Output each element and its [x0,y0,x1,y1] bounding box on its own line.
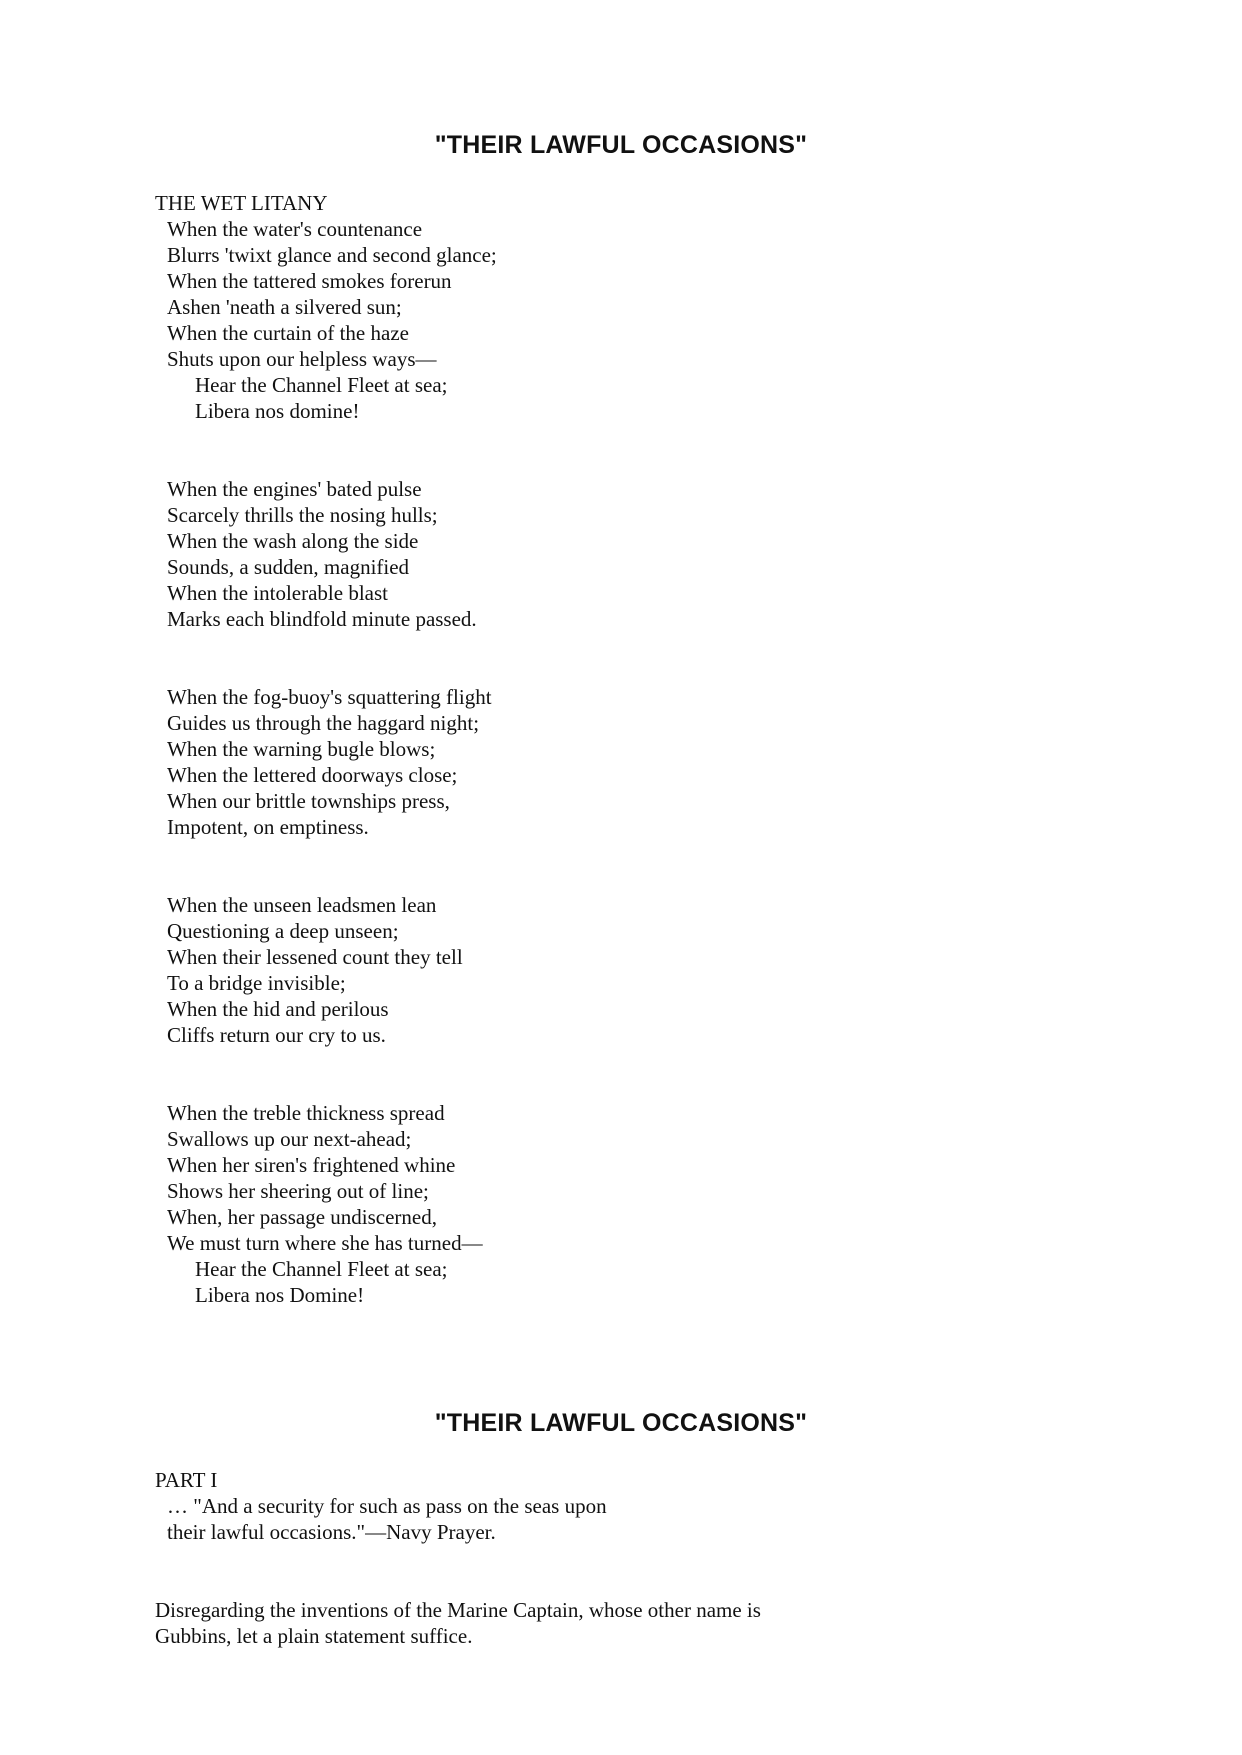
part-section [155,1467,607,1545]
verse-line: When the engines' bated pulse [167,477,422,501]
verse-line: Cliffs return our cry to us. [167,1023,386,1047]
stanza [155,476,477,632]
verse-line: We must turn where she has turned— [167,1231,483,1255]
verse-line: Marks each blindfold minute passed. [167,607,477,631]
verse-line: When the fog-buoy's squattering flight [167,685,492,709]
verse-line: When the unseen leadsmen lean [167,893,437,917]
verse-line: When the curtain of the haze [167,321,409,345]
epigraph-line: their lawful occasions."—Navy Prayer. [167,1520,496,1544]
verse-line: To a bridge invisible; [167,971,346,995]
verse-line: When the wash along the side [167,529,419,553]
verse-line: Shows her sheering out of line; [167,1179,429,1203]
page-heading: "THEIR LAWFUL OCCASIONS" [434,131,808,159]
stanza [155,892,463,1048]
paragraph-line: Gubbins, let a plain statement suffice. [155,1624,473,1648]
verse-line: When the treble thickness spread [167,1101,445,1125]
verse-line: When the water's countenance [167,217,423,241]
part-label: PART I [155,1468,218,1492]
refrain-line: Hear the Channel Fleet at sea; [195,373,448,397]
verse-line: When their lessened count they tell [167,945,463,969]
prose-paragraph [155,1597,761,1649]
verse-line: Blurrs 'twixt glance and second glance; [167,243,497,267]
poem-title: THE WET LITANY [155,191,328,215]
verse-line: When the warning bugle blows; [167,737,436,761]
stanza [155,1100,483,1308]
verse-line: Guides us through the haggard night; [167,711,480,735]
verse-line: When the hid and perilous [167,997,389,1021]
epigraph-line: … "And a security for such as pass on the seas upon [167,1494,607,1518]
verse-line: When her siren's frightened whine [167,1153,456,1177]
poem-section [155,190,497,424]
verse-line: Impotent, on emptiness. [167,815,369,839]
verse-line: When the lettered doorways close; [167,763,458,787]
refrain-line: Libera nos domine! [195,399,360,423]
refrain-line: Hear the Channel Fleet at sea; [195,1257,448,1281]
verse-line: Scarcely thrills the nosing hulls; [167,503,438,527]
verse-line: Ashen 'neath a silvered sun; [167,295,402,319]
stanza [155,684,492,840]
page-heading: "THEIR LAWFUL OCCASIONS" [434,1409,808,1437]
verse-line: Shuts upon our helpless ways— [167,347,437,371]
verse-line: Swallows up our next-ahead; [167,1127,412,1151]
verse-line: Sounds, a sudden, magnified [167,555,410,579]
verse-line: When the tattered smokes forerun [167,269,452,293]
paragraph-line: Disregarding the inventions of the Marine Captain, whose other name is [155,1598,761,1622]
verse-line: When, her passage undiscerned, [167,1205,437,1229]
refrain-line: Libera nos Domine! [195,1283,365,1307]
verse-line: When our brittle townships press, [167,789,450,813]
verse-line: When the intolerable blast [167,581,389,605]
verse-line: Questioning a deep unseen; [167,919,399,943]
